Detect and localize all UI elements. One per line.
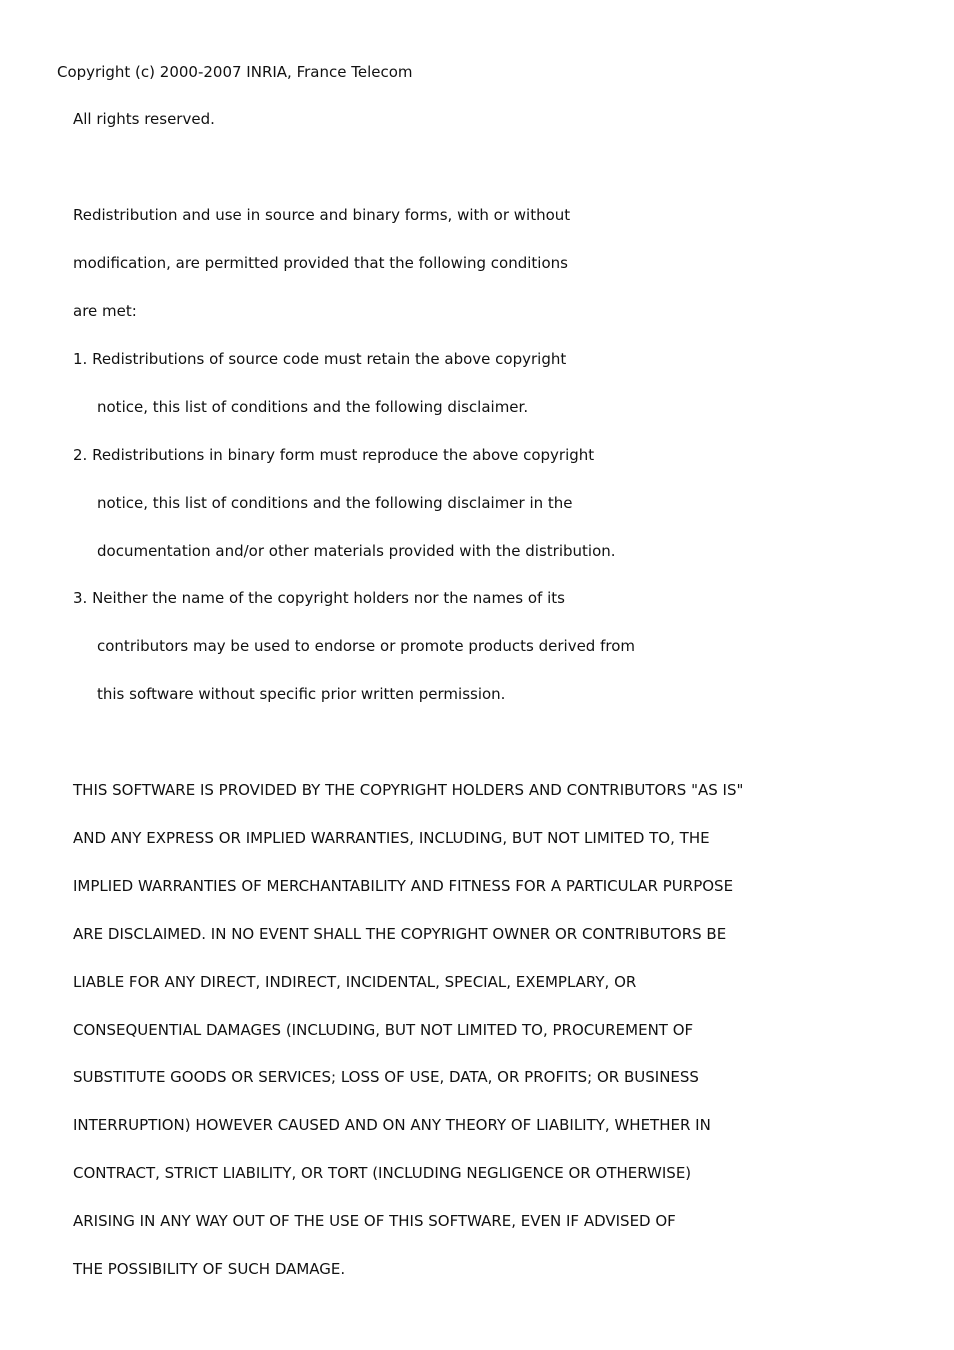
- disclaimer-line: ARISING IN ANY WAY OUT OF THE USE OF THIS SOFTWARE, EVEN IF ADVISED OF: [73, 1212, 676, 1230]
- disclaimer-line: LIABLE FOR ANY DIRECT, INDIRECT, INCIDENTAL, SPECIAL, EXEMPLARY, OR: [73, 973, 637, 991]
- condition-1-line: 1. Redistributions of source code must retain the above copyright: [73, 350, 567, 368]
- condition-3-line: contributors may be used to endorse or promote products derived from: [97, 637, 636, 655]
- copyright-line: Copyright (c) 2000-2007 INRIA, France Telecom: [57, 63, 413, 81]
- disclaimer-line: CONSEQUENTIAL DAMAGES (INCLUDING, BUT NOT LIMITED TO, PROCUREMENT OF: [73, 1021, 694, 1039]
- disclaimer-line: THIS SOFTWARE IS PROVIDED BY THE COPYRIGHT HOLDERS AND CONTRIBUTORS "AS IS": [73, 781, 744, 799]
- disclaimer-line: SUBSTITUTE GOODS OR SERVICES; LOSS OF USE, DATA, OR PROFITS; OR BUSINESS: [73, 1068, 699, 1086]
- disclaimer-line: AND ANY EXPRESS OR IMPLIED WARRANTIES, INCLUDING, BUT NOT LIMITED TO, THE: [73, 829, 710, 847]
- condition-2-line: documentation and/or other materials provided with the distribution.: [97, 542, 616, 560]
- condition-3-line: this software without specific prior written permission.: [97, 685, 506, 703]
- rights-line: All rights reserved.: [73, 110, 215, 128]
- condition-1-line: notice, this list of conditions and the following disclaimer.: [97, 398, 529, 416]
- intro-line: modification, are permitted provided that the following conditions: [73, 254, 568, 272]
- intro-line: Redistribution and use in source and binary forms, with or without: [73, 206, 571, 224]
- disclaimer-line: INTERRUPTION) HOWEVER CAUSED AND ON ANY THEORY OF LIABILITY, WHETHER IN: [73, 1116, 711, 1134]
- disclaimer-line: CONTRACT, STRICT LIABILITY, OR TORT (INCLUDING NEGLIGENCE OR OTHERWISE): [73, 1164, 692, 1182]
- condition-2-line: notice, this list of conditions and the following disclaimer in the: [97, 494, 573, 512]
- condition-2-line: 2. Redistributions in binary form must reproduce the above copyright: [73, 446, 595, 464]
- disclaimer-line: IMPLIED WARRANTIES OF MERCHANTABILITY AND FITNESS FOR A PARTICULAR PURPOSE: [73, 877, 734, 895]
- disclaimer-line: ARE DISCLAIMED. IN NO EVENT SHALL THE COPYRIGHT OWNER OR CONTRIBUTORS BE: [73, 925, 727, 943]
- intro-line: are met:: [73, 302, 137, 320]
- condition-3-line: 3. Neither the name of the copyright holders nor the names of its: [73, 589, 565, 607]
- disclaimer-line: THE POSSIBILITY OF SUCH DAMAGE.: [73, 1260, 346, 1278]
